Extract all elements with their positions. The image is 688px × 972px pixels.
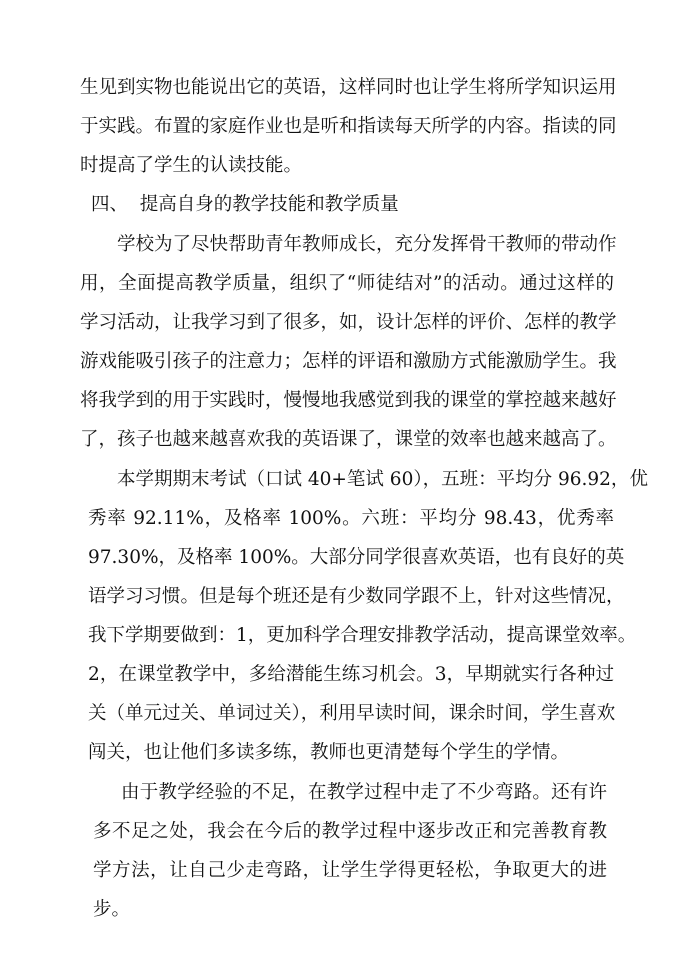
paragraph-3-line-4: 语学习习惯。但是每个班还是有少数同学跟不上，针对这些情况， [88, 586, 625, 607]
paragraph-3-line-5: 我下学期要做到：1，更加科学合理安排教学活动，提高课堂效率。 [88, 625, 637, 646]
paragraph-1-line-3: 时提高了学生的认读技能。 [80, 155, 303, 176]
paragraph-2-line-6: 了，孩子也越来越喜欢我的英语课了，课堂的效率也越来越高了。 [80, 429, 617, 450]
paragraph-4-line-1: 由于教学经验的不足，在教学过程中走了不少弯路。还有许 [121, 782, 607, 803]
paragraph-2-line-1: 学校为了尽快帮助青年教师成长，充分发挥骨干教师的带动作 [117, 234, 617, 255]
paragraph-3-line-7: 关（单元过关、单词过关），利用早读时间，课余时间，学生喜欢 [88, 703, 616, 724]
paragraph-3-line-3: 97.30%，及格率 100%。大部分同学很喜欢英语，也有良好的英 [88, 547, 625, 568]
paragraph-3-line-6: 2，在课堂教学中，多给潜能生练习机会。3，早期就实行各种过 [88, 664, 614, 685]
paragraph-1-line-2: 于实践。布置的家庭作业也是听和指读每天所学的内容。指读的同 [80, 116, 617, 137]
paragraph-2-line-5: 将我学到的用于实践时，慢慢地我感觉到我的课堂的掌控越来越好 [80, 390, 617, 411]
paragraph-4-line-3: 学方法，让自己少走弯路，让学生学得更轻松，争取更大的进 [93, 860, 607, 881]
paragraph-4-line-2: 多不足之处，我会在今后的教学过程中逐步改正和完善教育教 [93, 821, 607, 842]
paragraph-1-line-1: 生见到实物也能说出它的英语，这样同时也让学生将所学知识运用 [80, 77, 617, 98]
paragraph-2-line-3: 学习活动，让我学习到了很多，如，设计怎样的评价、怎样的教学 [80, 312, 617, 333]
section-heading-4: 四、 提高自身的教学技能和教学质量 [91, 194, 399, 215]
paragraph-3-line-8: 闯关，也让他们多读多练，教师也更清楚每个学生的学情。 [88, 742, 570, 763]
paragraph-4-line-4: 步。 [93, 899, 131, 920]
paragraph-3-line-2: 秀率 92.11%，及格率 100%。六班：平均分 98.43，优秀率 [88, 508, 614, 529]
paragraph-3-line-1: 本学期期末考试（口试 40+笔试 60），五班：平均分 96.92，优 [117, 469, 648, 490]
paragraph-2-line-2: 用，全面提高教学质量，组织了“师徒结对”的活动。通过这样的 [80, 273, 614, 294]
paragraph-2-line-4: 游戏能吸引孩子的注意力；怎样的评语和激励方式能激励学生。我 [80, 351, 617, 372]
